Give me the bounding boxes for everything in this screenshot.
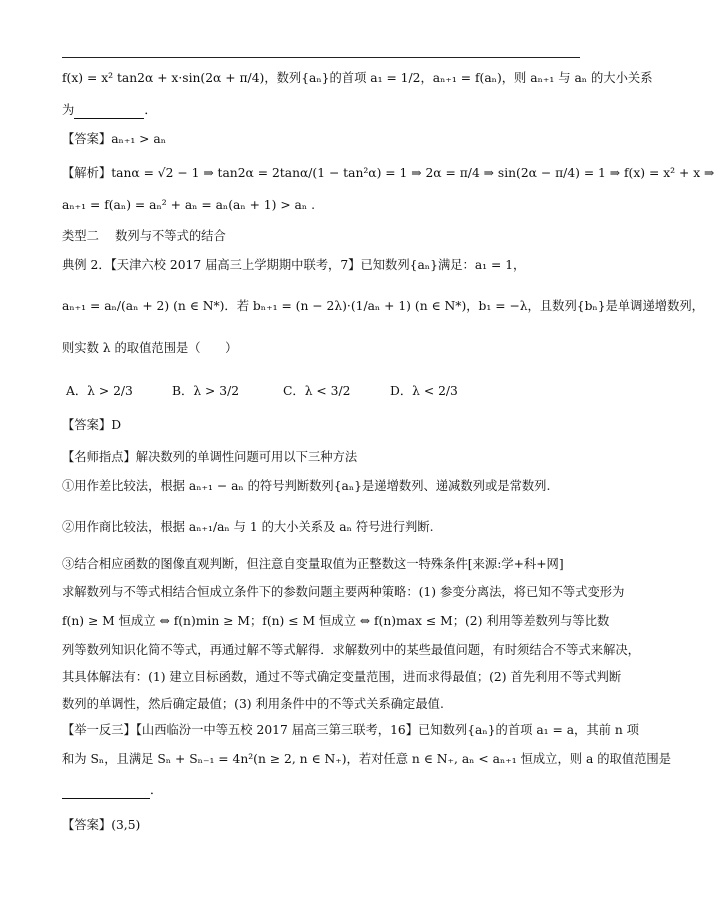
practice-line2: 和为 Sₙ，且满足 Sₙ + Sₙ₋₁ = 4n²(n ≥ 2, n ∈ N₊)，若对任意 n ∈ N₊, aₙ < aₙ₊₁ 恒成立，则 a 的取值范围是 — [62, 752, 672, 766]
strategy-line2: f(n) ≥ M 恒成立 ⇔ f(n)min ≥ M；f(n) ≤ M 恒成立 ⇔ f(n)max ≤ M；(2) 利用等差数列与等比数 — [62, 614, 610, 628]
strategy-line5: 数列的单调性，然后确定最值；(3) 利用条件中的不等式关系确定最值. — [62, 697, 444, 711]
header-rule — [62, 57, 580, 58]
question1-prefix: 为 — [62, 103, 75, 117]
example2-line2: aₙ₊₁ = aₙ/(aₙ + 2) (n ∈ N*)．若 bₙ₊₁ = (n − 2λ)·(1/aₙ + 1) (n ∈ N*)，b₁ = −λ，且数列{bₙ}是单调递增数列， — [62, 299, 704, 313]
question1-line1: f(x) = x² tan2α + x·sin(2α + π/4)，数列{aₙ}的首项 a₁ = 1/2，aₙ₊₁ = f(aₙ)，则 aₙ₊₁ 与 aₙ 的大小关系 — [62, 71, 653, 85]
option-d: D．λ < 2/3 — [390, 384, 458, 398]
answer2: 【答案】D — [62, 418, 122, 432]
practice-line3 — [62, 782, 162, 799]
tip-method2: ②用作商比较法，根据 aₙ₊₁/aₙ 与 1 的大小关系及 aₙ 符号进行判断. — [62, 520, 434, 534]
tip-method1: ①用作差比较法，根据 aₙ₊₁ − aₙ 的符号判断数列{aₙ}是递增数列、递减数列或是常数列. — [62, 479, 551, 493]
practice-period: ． — [150, 783, 163, 797]
question1-line2: 为 ． — [62, 103, 157, 117]
practice-line1: 【举一反三】【山西临汾一中等五校 2017 届高三第三联考，16】已知数列{aₙ}的首项 a₁ = a，其前 n 项 — [62, 723, 639, 737]
answer3: 【答案】(3,5) — [62, 818, 141, 832]
analysis1-line2: aₙ₊₁ = f(aₙ) = aₙ² + aₙ = aₙ(aₙ + 1) > aₙ . — [62, 198, 316, 212]
strategy-line1: 求解数列与不等式相结合恒成立条件下的参数问题主要两种策略：(1) 参变分离法，将已知不等式变形为 — [62, 585, 625, 599]
option-b: B．λ > 3/2 — [172, 384, 240, 398]
tip-title: 【名师指点】解决数列的单调性问题可用以下三种方法 — [62, 450, 358, 464]
example2-line1: 典例 2．【天津六校 2017 届高三上学期期中联考，7】已知数列{aₙ}满足：a₁ = 1， — [62, 258, 526, 272]
analysis1-line1: 【解析】tanα = √2 − 1 ⇒ tan2α = 2tanα/(1 − tan²α) = 1 ⇒ 2α = π/4 ⇒ sin(2α − π/4) = 1 ⇒ f(x) = x² + x ⇒ — [62, 166, 714, 180]
option-a: A．λ > 2/3 — [66, 384, 133, 398]
answer-blank — [74, 105, 144, 119]
strategy-line3: 列等数列知识化简不等式，再通过解不等式解得．求解数列中的某些最值问题，有时须结合不等式来解决， — [62, 643, 640, 657]
answer1: 【答案】aₙ₊₁ > aₙ — [62, 132, 167, 146]
option-c: C．λ < 3/2 — [283, 384, 351, 398]
practice-answer-blank — [62, 785, 150, 799]
tip-method3: ③结合相应函数的图像直观判断，但注意自变量取值为正整数这一特殊条件[来源:学+科+网] — [62, 557, 564, 571]
section-type2: 类型二 数列与不等式的结合 — [62, 229, 226, 243]
example2-line3: 则实数 λ 的取值范围是（ ） — [62, 341, 238, 355]
strategy-line4: 其具体解法有：(1) 建立目标函数，通过不等式确定变量范围，进而求得最值；(2) 首先利用不等式判断 — [62, 670, 622, 684]
